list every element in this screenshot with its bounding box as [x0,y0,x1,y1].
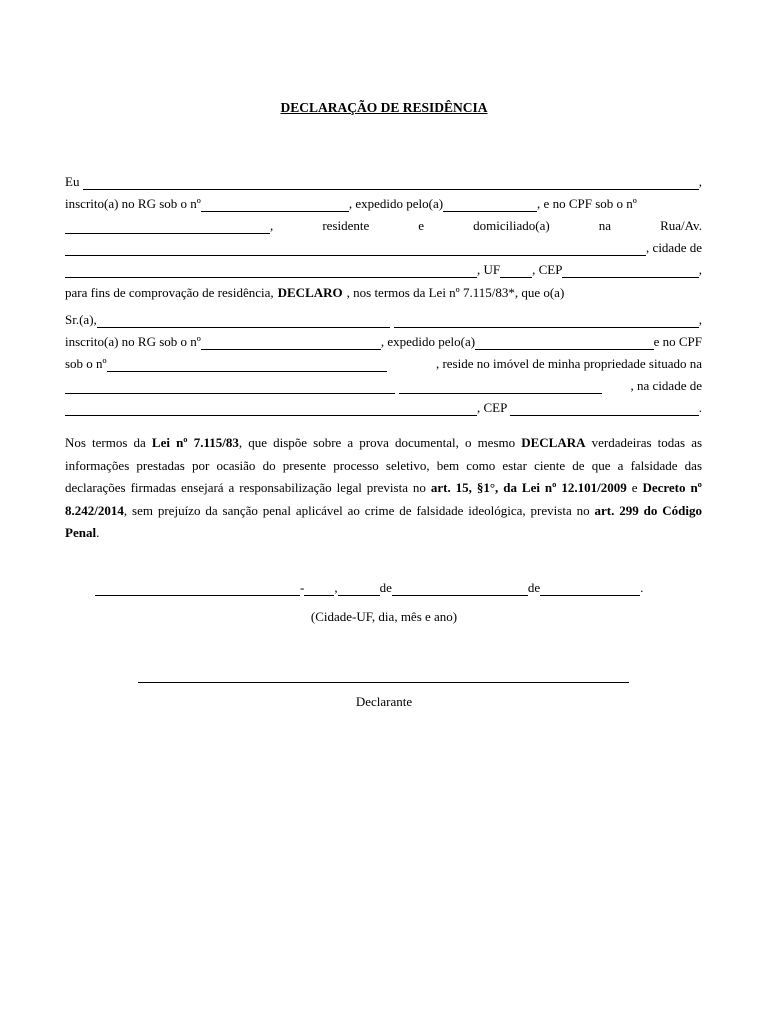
date-caption: (Cidade-UF, dia, mês e ano) [310,609,458,624]
cep-field[interactable] [562,265,698,278]
issuer-field[interactable] [443,199,537,212]
sr-cpf-field[interactable] [107,359,387,372]
form-line-sr-cpf [65,354,702,372]
signature-line[interactable] [138,682,629,683]
form-line-sr-city [65,398,702,416]
label-de: de [527,580,541,595]
sr-name-field-1[interactable] [97,315,390,328]
label-sob: sob o nº [65,356,107,371]
label-cpf: , e no CPF sob o nº [537,196,637,211]
label-domiciliado: domiciliado(a) [473,218,550,233]
label-cep: , CEP [532,262,563,277]
uf-field[interactable] [500,265,532,278]
punct-comma: , [334,580,338,595]
year-field[interactable] [540,583,640,596]
label-expedido: , expedido pelo(a) [380,334,476,349]
label-sr: Sr.(a), [65,312,97,327]
label-e: e [418,218,425,233]
sr-city-field[interactable] [65,403,477,416]
label-fins: para fins de comprovação de residência, [65,285,274,300]
sr-issuer-field[interactable] [475,337,654,350]
sr-rg-field[interactable] [201,337,381,350]
city-field[interactable] [65,265,477,278]
form-line-declaro [65,283,702,301]
label-de: de [379,580,392,595]
form-line-name [65,172,702,190]
label-eu: Eu [65,174,80,189]
punct-dash: - [300,580,305,595]
punct-comma: , [698,174,702,189]
label-e-no-cpf: e no CPF [653,334,702,349]
punct-comma: , [270,218,274,233]
uf-date-field[interactable] [304,583,334,596]
city-uf-field[interactable] [95,583,300,596]
label-uf: , UF [477,262,501,277]
sr-address-field-1[interactable] [65,381,395,394]
form-line-sr [65,310,702,328]
punct-comma: , [698,262,702,277]
label-fins-tail: , nos termos da Lei nº 7.115/83*, que o(a) [346,285,565,300]
punct-comma: , [698,312,702,327]
sr-address-field-2[interactable] [399,381,602,394]
label-rg: inscrito(a) no RG sob o nº [65,334,201,349]
legal-paragraph: Nos termos da Lei nº 7.115/83, que dispõe sobre a prova documental, o mesmo DECLARA verdadeiras todas as informações prestadas por ocasião do presente processo seletivo, bem como estar ciente de que a falsidade das declarações firmadas ensejará a responsabilização legal prevista no art. 15, §1°, da Lei nº 12.101/2009 e Decreto nº 8.242/2014, sem prejuízo da sanção penal aplicável ao crime de falsidade ideológica, prevista no art. 299 do Código Penal. [65,435,703,540]
label-cep: , CEP [477,400,508,415]
label-rua: Rua/Av. [660,218,702,233]
label-declaro: DECLARO [277,285,343,300]
punct-period: . [640,580,644,595]
document-title: DECLARAÇÃO DE RESIDÊNCIA [280,100,488,115]
signature-label: Declarante [355,694,413,709]
label-cidade: , cidade de [646,240,702,255]
label-expedido: , expedido pelo(a) [348,196,444,211]
sr-cep-field[interactable] [510,403,698,416]
label-reside: , reside no imóvel de minha propriedade situado na [435,356,702,371]
form-line-cpf-residente [65,216,702,234]
name-field[interactable] [83,177,698,190]
date-line [95,578,675,596]
address-field[interactable] [65,243,646,256]
label-residente: residente [322,218,370,233]
label-na-cidade: , na cidade de [630,378,702,393]
label-na: na [598,218,612,233]
form-line-address [65,238,702,256]
month-field[interactable] [392,583,528,596]
form-line-rg [65,194,702,212]
cpf-field[interactable] [65,221,270,234]
day-field[interactable] [338,583,380,596]
label-rg: inscrito(a) no RG sob o nº [65,196,201,211]
punct-period: . [698,400,702,415]
form-line-sr-address [65,376,702,394]
form-line-city [65,260,702,278]
sr-name-field-2[interactable] [394,315,699,328]
form-line-sr-rg [65,332,702,350]
rg-field[interactable] [201,199,349,212]
